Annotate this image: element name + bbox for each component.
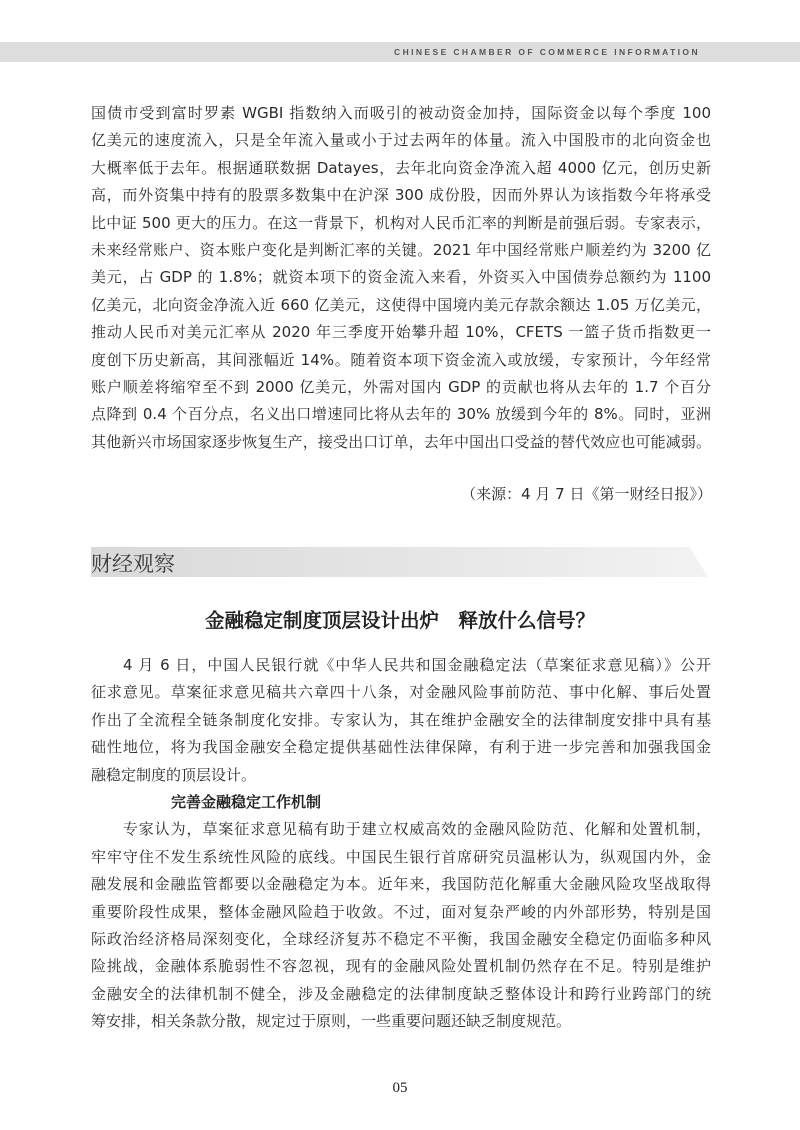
publication-header: CHINESE CHAMBER OF COMMERCE INFORMATION: [394, 47, 700, 57]
body-line: 础性地位，将为我国金融安全稳定提供基础性法律保障，有利于进一步完善和加强我国金: [91, 738, 711, 757]
body-line: 融稳定制度的顶层设计。: [91, 765, 257, 784]
body-line: 亿美元，北向资金净流入近 660 亿美元，这使得中国境内美元存款余额达 1.05 万亿美元，: [91, 295, 711, 314]
body-line: 作出了全流程全链条制度化安排。专家认为，其在维护金融安全的法律制度安排中具有基: [91, 710, 711, 729]
section-bar: [91, 547, 708, 577]
body-line: 国债市受到富时罗素 WGBI 指数纳入而吸引的被动资金加持，国际资金以每个季度 100: [91, 104, 711, 122]
body-line: 比中证 500 更大的压力。在这一背景下，机构对人民币汇率的判断是前强后弱。专家表示，: [91, 213, 711, 232]
body-line: 高，而外资集中持有的股票多数集中在沪深 300 成份股，因而外界认为该指数今年将承受: [91, 186, 711, 205]
article-continued-text: [91, 100, 711, 456]
subheading: 完善金融稳定工作机制: [171, 793, 322, 812]
body-line: 4 月 6 日，中国人民银行就《中华人民共和国金融稳定法（草案征求意见稿）》公开: [91, 656, 711, 674]
body-line: 推动人民币对美元汇率从 2020 年三季度开始攀升超 10%，CFETS 一篮子货币指数更一: [91, 323, 711, 342]
body-line: 度创下历史新高，其间涨幅近 14%。随着资本项下资金流入或放缓，专家预计，今年经常: [91, 350, 711, 369]
body-line: 筹安排，相关条款分散，规定过于原则，一些重要问题还缺乏制度规范。: [91, 1012, 572, 1031]
article-headline: 金融稳定制度顶层设计出炉 释放什么信号？: [204, 609, 595, 632]
body-line: 重要阶段性成果，整体金融风险趋于收敛。不过，面对复杂严峻的内外部形势，特别是国: [91, 902, 711, 921]
body-line: 其他新兴市场国家逐步恢复生产，接受出口订单，去年中国出口受益的替代效应也可能减弱。: [91, 432, 711, 451]
body-line: 点降到 0.4 个百分点，名义出口增速同比将从去年的 30% 放缓到今年的 8%。同时，亚洲: [91, 405, 711, 424]
body-line: 专家认为，草案征求意见稿有助于建立权威高效的金融风险防范、化解和处置机制，: [91, 820, 711, 839]
body-line: 大概率低于去年。根据通联数据 Datayes，去年北向资金净流入超 4000 亿元，创历史新: [91, 158, 711, 177]
body-line: 牢牢守住不发生系统性风险的底线。中国民生银行首席研究员温彬认为，纵观国内外，金: [91, 847, 711, 866]
body-line: 融发展和金融监管都要以金融稳定为本。近年来，我国防范化解重大金融风险攻坚战取得: [91, 875, 711, 894]
body-line: 险挑战，金融体系脆弱性不容忽视，现有的金融风险处置机制仍然存在不足。特别是维护: [91, 957, 711, 976]
body-line: 美元，占 GDP 的 1.8%；就资本项下的资金流入来看，外资买入中国债券总额约为 1100: [91, 268, 711, 287]
body-line: 未来经常账户、资本账户变化是判断汇率的关键。2021 年中国经常账户顺差约为 3200 亿: [91, 241, 711, 260]
article-source: （来源：4 月 7 日《第一财经日报》）: [461, 485, 712, 503]
body-line: 亿美元的速度流入，只是全年流入量或小于过去两年的体量。流入中国股市的北向资金也: [91, 131, 711, 150]
body-line: 金融安全的法律机制不健全，涉及金融稳定的法律制度缺乏整体设计和跨行业跨部门的统: [91, 984, 711, 1003]
body-line: 账户顺差将缩窄至不到 2000 亿美元，外需对国内 GDP 的贡献也将从去年的 1.7 个百分: [91, 378, 711, 397]
body-line: 际政治经济格局深刻变化，全球经济复苏不稳定不平衡，我国金融安全稳定仍面临多种风: [91, 930, 711, 949]
section-title: 财经观察: [91, 552, 175, 576]
article-body: [91, 652, 711, 1036]
body-line: 征求意见。草案征求意见稿共六章四十八条，对金融风险事前防范、事中化解、事后处置: [91, 683, 711, 702]
page-number: 05: [392, 1080, 408, 1096]
